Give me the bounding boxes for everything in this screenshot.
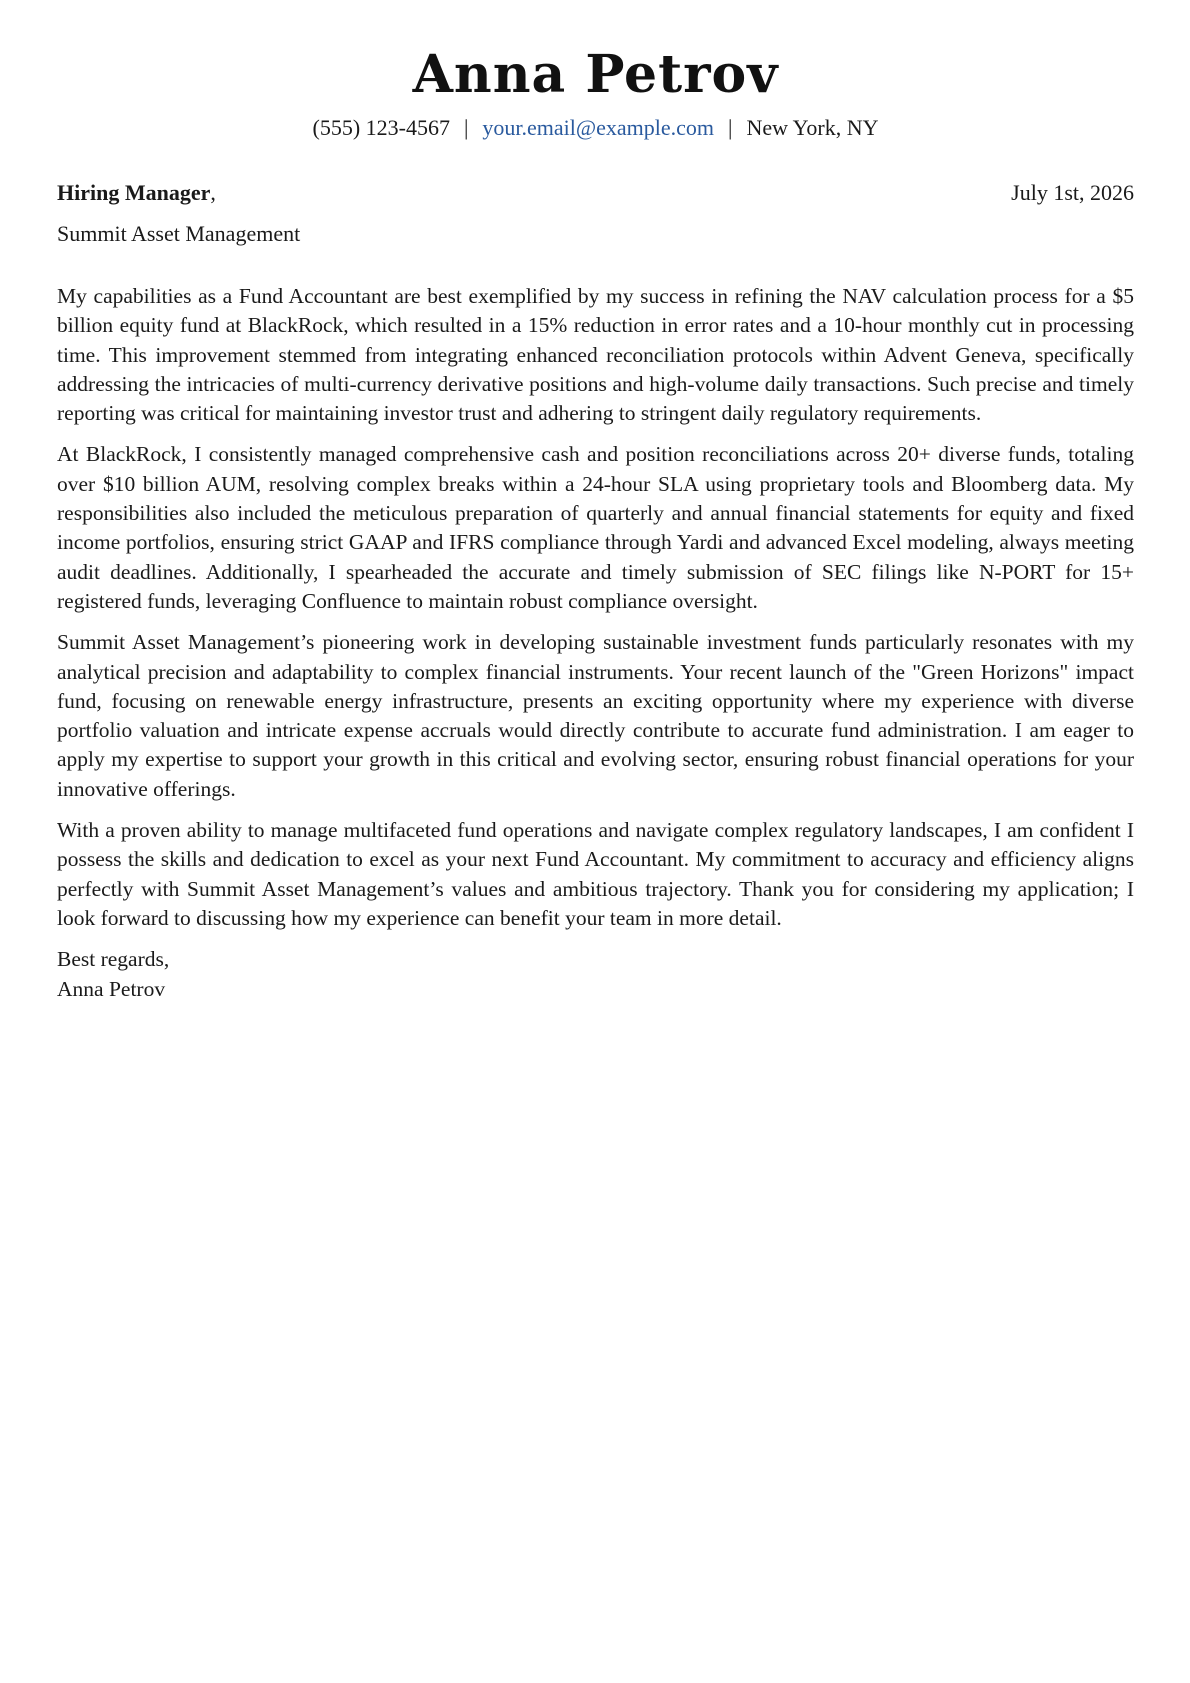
contact-separator: |	[464, 115, 469, 140]
contact-separator: |	[728, 115, 733, 140]
recipient-company: Summit Asset Management	[57, 221, 301, 246]
greeting-comma: ,	[210, 180, 216, 205]
phone-number: (555) 123-4567	[312, 115, 450, 140]
signature-name: Anna Petrov	[57, 976, 166, 1001]
body-paragraph: At BlackRock, I consistently managed comprehensive cash and position reconciliations across 20+ diverse funds, totaling over $10 billion AUM, resolving complex breaks within a 24-hour SLA using proprietary tools and Bloomberg data. My responsibilities also included the meticulous preparation of quarterly and annual financial statements for equity and fixed income portfolios, ensuring strict GAAP and IFRS compliance through Yardi and advanced Excel modeling, always meeting audit deadlines. Additionally, I spearheaded the accurate and timely submission of SEC filings like N-PORT for 15+ registered funds, leveraging Confluence to maintain robust compliance oversight.	[57, 442, 1134, 613]
closing-salutation: Best regards,	[57, 947, 170, 972]
recipient-greeting	[57, 178, 216, 208]
body-paragraph: My capabilities as a Fund Accountant are best exemplified by my success in refining the NAV calculation process for a $5 billion equity fund at BlackRock, which resulted in a 15% reduction in error rates and a 10-hour monthly cut in processing time. This improvement stemmed from integrating enhanced reconciliation protocols within Advent Geneva, specifically addressing the intricacies of multi-currency derivative positions and high-volume daily transactions. Such precise and timely reporting was critical for maintaining investor trust and adhering to stringent daily regulatory requirements.	[57, 284, 1134, 426]
body-paragraph: Summit Asset Management’s pioneering work in developing sustainable investment funds particularly resonates with my analytical precision and adaptability to complex financial instruments. Your recent launch of the "Green Horizons" impact fund, focusing on renewable energy infrastructure, presents an exciting opportunity where my experience with diverse portfolio valuation and intricate expense accruals would directly contribute to accurate fund administration. I am eager to apply my expertise to support your growth in this critical and evolving sector, ensuring robust financial operations for your innovative offerings.	[57, 630, 1134, 801]
email-link[interactable]: your.email@example.com	[482, 115, 715, 140]
location: New York, NY	[746, 115, 879, 140]
letter-date: July 1st, 2026	[1011, 180, 1134, 205]
letter-body	[57, 282, 1134, 1004]
closing-block	[57, 945, 1134, 1004]
body-paragraph: With a proven ability to manage multifaceted fund operations and navigate complex regulatory landscapes, I am confident I possess the skills and dedication to excel as your next Fund Accountant. My commitment to accuracy and efficiency aligns perfectly with Summit Asset Management’s values and ambitious trajectory. Thank you for considering my application; I look forward to discussing how my experience can benefit your team in more detail.	[57, 818, 1134, 930]
applicant-name: Anna Petrov	[412, 44, 779, 105]
recipient-name: Hiring Manager	[57, 180, 211, 205]
contact-line	[57, 113, 1134, 143]
